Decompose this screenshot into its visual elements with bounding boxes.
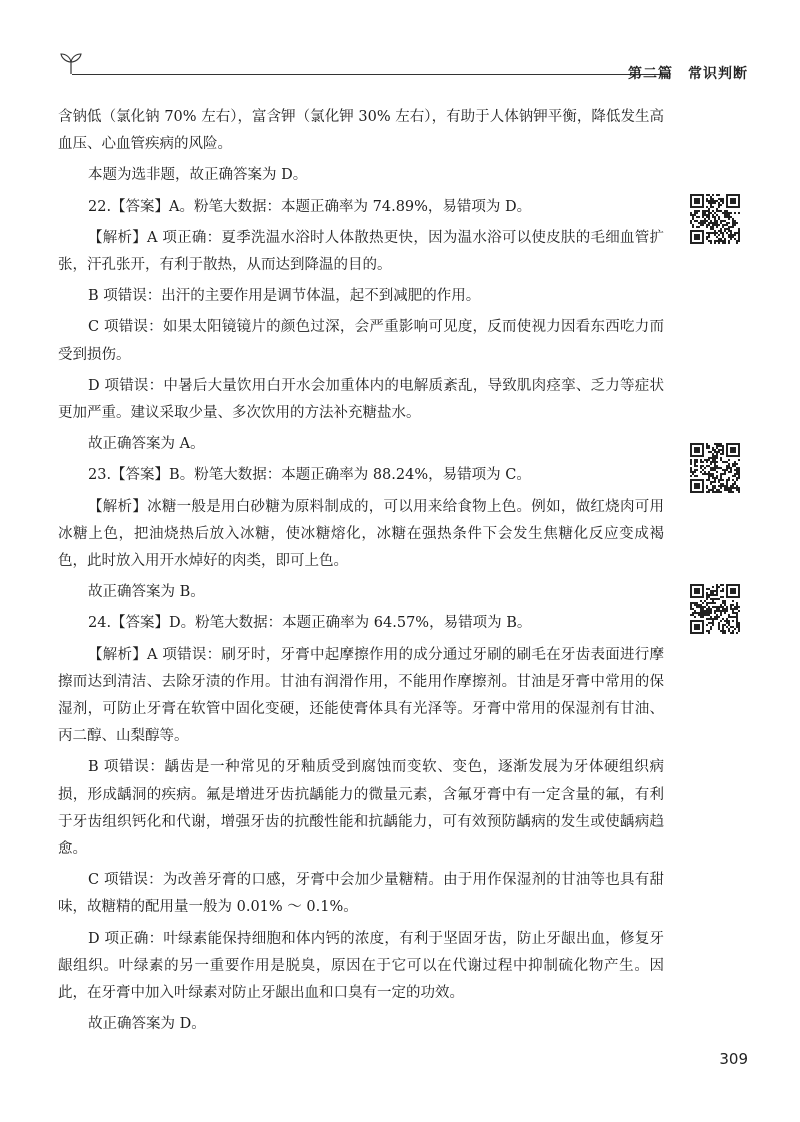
- qr-code-icon[interactable]: [690, 584, 740, 634]
- paragraph: 故正确答案为 B。: [88, 584, 205, 601]
- answer-line-q24: 24.【答案】D。粉笔大数据：本题正确率为 64.57%，易错项为 B。: [88, 615, 532, 632]
- paragraph: D 项错误：中暑后大量饮用白开水会加重体内的电解质紊乱，导致肌肉痉挛、乏力等症状更加严重。建议采取少量、多次饮用的方法补充糖盐水。: [58, 377, 664, 422]
- paragraph: C 项错误：为改善牙膏的口感，牙膏中会加少量糖精。由于用作保湿剂的甘油等也具有甜味，故糖精的配用量一般为 0.01% ～ 0.1%。: [58, 872, 664, 916]
- chapter-title: 第二篇 常识判断: [628, 66, 748, 82]
- page-header: [58, 44, 748, 80]
- answer-line-q23: 23.【答案】B。粉笔大数据：本题正确率为 88.24%，易错项为 C。: [88, 467, 531, 484]
- paragraph: B 项错误：出汗的主要作用是调节体温，起不到减肥的作用。: [88, 288, 481, 305]
- paragraph: B 项错误：龋齿是一种常见的牙釉质受到腐蚀而变软、变色，逐渐发展为牙体硬组织病损，形成龋洞的疾病。氟是增进牙齿抗龋能力的微量元素，含氟牙膏中有一定含量的氟，有利于牙齿组织钙化和代谢，增强牙齿的抗酸性能和抗龋能力，可有效预防龋病的发生或使龋病趋愈。: [58, 759, 664, 858]
- answer-line-q22: 22.【答案】A。粉笔大数据：本题正确率为 74.89%，易错项为 D。: [88, 198, 532, 215]
- page-content: [58, 104, 664, 1043]
- paragraph: C 项错误：如果太阳镜镜片的颜色过深，会严重影响可见度，反而使视力因看东西吃力而受到损伤。: [58, 319, 664, 363]
- header-rule: [72, 74, 668, 75]
- paragraph: 故正确答案为 D。: [88, 1016, 206, 1033]
- analysis-paragraph: 【解析】A 项正确：夏季洗温水浴时人体散热更快，因为温水浴可以使皮肤的毛细血管扩张，汗孔张开，有利于散热，从而达到降温的目的。: [58, 229, 664, 274]
- paragraph: D 项正确：叶绿素能保持细胞和体内钙的浓度，有利于坚固牙齿，防止牙龈出血，修复牙龈组织。叶绿素的另一重要作用是脱臭，原因在于它可以在代谢过程中抑制硫化物产生。因此，在牙膏中加入叶绿素对防止牙龈出血和口臭有一定的功效。: [58, 930, 664, 1002]
- analysis-paragraph: 【解析】冰糖一般是用白砂糖为原料制成的，可以用来给食物上色。例如，做红烧肉可用冰糖上色，把油烧热后放入冰糖，使冰糖熔化，冰糖在强热条件下会发生焦糖化反应变成褐色，此时放入用开水焯好的肉类，即可上色。: [58, 498, 664, 570]
- paragraph: 含钠低（氯化钠 70% 左右），富含钾（氯化钾 30% 左右），有助于人体钠钾平衡，降低发生高血压、心血管疾病的风险。: [58, 109, 664, 153]
- paragraph: 故正确答案为 A。: [88, 436, 205, 453]
- qr-code-icon[interactable]: [690, 194, 740, 244]
- page-number: 309: [719, 1050, 748, 1068]
- paragraph: 本题为选非题，故正确答案为 D。: [88, 167, 308, 184]
- analysis-paragraph: 【解析】A 项错误：刷牙时，牙膏中起摩擦作用的成分通过牙刷的刷毛在牙齿表面进行摩擦而达到清洁、去除牙渍的作用。甘油有润滑作用，不能用作摩擦剂。甘油是牙膏中常用的保湿剂，可防止牙膏在软管中固化变硬，还能使膏体具有光泽等。牙膏中常用的保湿剂有甘油、丙二醇、山梨醇等。: [58, 646, 664, 745]
- qr-code-icon[interactable]: [690, 443, 740, 493]
- sprout-leaf-icon: [58, 50, 84, 76]
